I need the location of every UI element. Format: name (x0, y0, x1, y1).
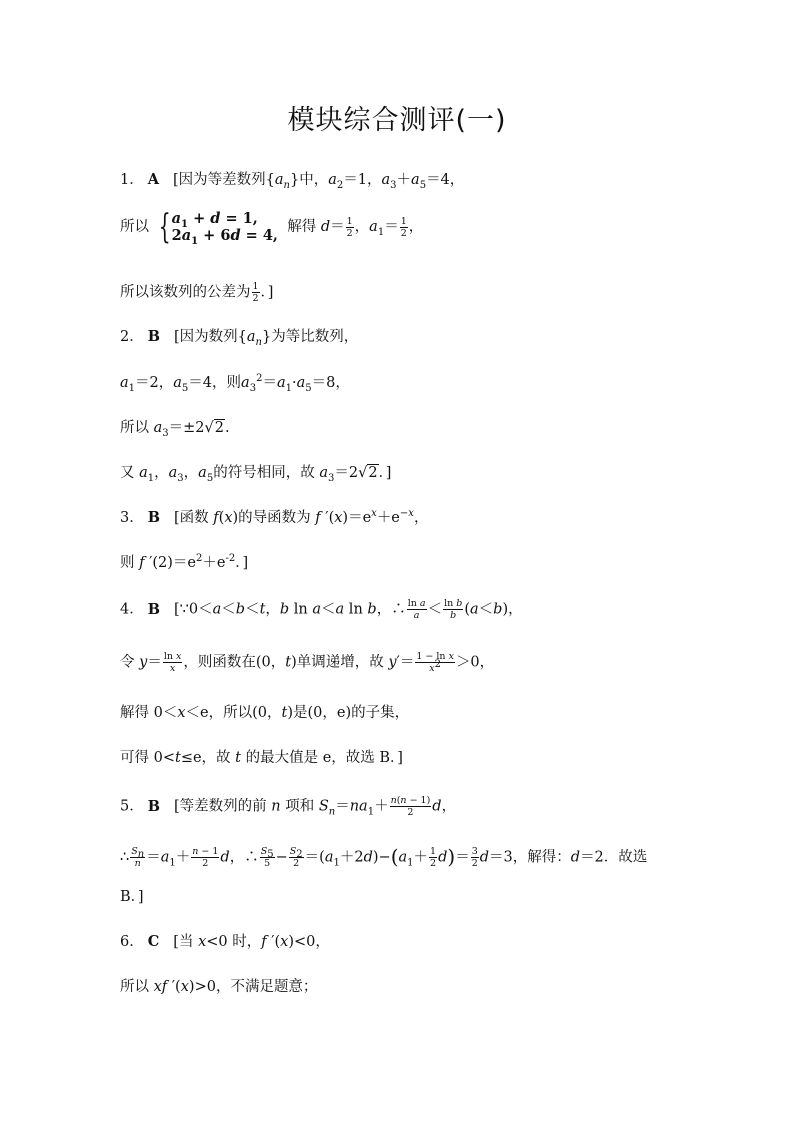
q5-line-1: 5． B [等差数列的前 n 项和 $S_n=na_1+$ $\frac{n(n - 1)}{2}$ d， (120, 795, 457, 818)
q1-line-3: 所以该数列的公差为 $\frac{1}{2}$ ．] (120, 281, 274, 304)
q3-line-2: 则 f $'(2)=e^2+e^{-2}$．] (120, 553, 249, 571)
q3-line-1: 3． B [函数 f(x)的导函数为 f $'(x)=e^x+e^{-x}$， (120, 508, 429, 526)
q1-line-2: 所以 {$a_1 + d = 1$, $2a_1 + 6d = 4$, 解得 d＝ $\frac{1}{2}$ ，$a_1=$ $\frac{1}{2}$ ， (120, 207, 424, 247)
q2-line-1: 2． B [因为数列$\{a_n\}$为等比数列， (120, 328, 359, 348)
q4-line-4: 可得 0<t≤e，故 t 的最大值是 e，故选 B．] (120, 750, 403, 766)
q5-line-2: ∴ $\frac{S_n}{n}$ $=a_1+$ $\frac{n - 1}{2}$ d，∴ $\frac{S_5}{5}$ − $\frac{S_2}{2}$ $=(a_1+2d)-(a_1+$ $\frac{1}{2}$ d)＝ $\frac{3}{2}$ d＝3，解得：d＝2．故选 (120, 844, 648, 869)
q4-line-3: 解得 0＜x＜e，所以(0，t)是(0，e)的子集， (120, 705, 410, 721)
q4-number: 4． (120, 601, 144, 618)
q6-line-1: 6． C [当 x<0 时，f ′(x)<0， (120, 933, 330, 950)
q4-answer: B (147, 600, 160, 618)
q3-number: 3． (120, 510, 144, 526)
q6-answer: C (147, 933, 160, 950)
page-title: 模块综合测评(一) (287, 105, 507, 136)
q3-answer: B (147, 509, 160, 526)
q1-number: 1． (120, 172, 144, 188)
q2-number: 2． (120, 329, 144, 345)
q2-answer: B (147, 328, 160, 345)
q4-line-1: 4． B [∵0＜a＜b＜t，b ln a＜a ln b，∴ $\frac{\text{ln a}}{a}$ ＜ $\frac{\text{ln b}}{b}$ (a＜b)， (120, 598, 523, 621)
q2-line-4: 又 $a_1$，$a_3$，$a_5$的符号相同，故 $a_3=2√2$．] (120, 465, 392, 484)
q2-line-3: 所以 $a_3=\pm 2√2$. (120, 420, 230, 439)
q5-answer: B (147, 797, 160, 815)
q5-number: 5． (120, 798, 144, 815)
q5-line-3: B．] (120, 889, 144, 905)
q6-line-2: 所以 xf ′(x)>0，不满足题意； (120, 979, 318, 995)
q2-line-2: $a_1=2$，$a_5=4$，则$a_3^2=a_1\cdot a_5=8$， (120, 373, 350, 394)
q1-answer: A (147, 171, 159, 188)
q6-number: 6． (120, 934, 144, 950)
q1-line-1: 1． A [因为等差数列$\{a_n\}$中，$a_2=1$，$a_3+a_5=4$， (120, 171, 465, 191)
q4-line-2: 令 y＝ $\frac{\text{ln x}}{x}$ ，则函数在(0，t)单调递增，故 y′＝ $\frac{\text{1 − ln x}}{x^2}$ ＞0， (120, 651, 495, 674)
